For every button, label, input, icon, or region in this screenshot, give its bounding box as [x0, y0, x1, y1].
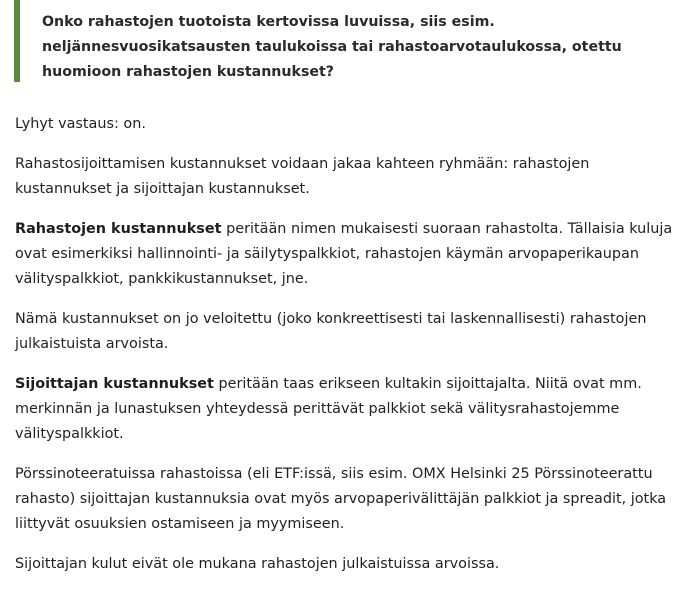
- investor-costs-paragraph: [15, 372, 675, 447]
- fund-costs-term: Rahastojen kustannukset: [15, 221, 222, 237]
- question-blockquote: [14, 0, 664, 82]
- investor-costs-text: peritään taas erikseen kultakin sijoittajalta. Niitä ovat mm. merkinnän ja lunastuksen yhteydessä perittävät palkkiot sekä välitysrahastojemme välityspalkkiot.: [15, 376, 642, 442]
- etf-costs-paragraph: Pörssinoteeratuissa rahastoissa (eli ETF:issä, siis esim. OMX Helsinki 25 Pörssinoteerattu rahasto) sijoittajan kustannuksia ovat myös arvopaperivälittäjän palkkiot ja spreadit, jotka liittyvät osuuksien ostamiseen ja myymiseen.: [15, 466, 667, 532]
- fund-costs-text: peritään nimen mukaisesti suoraan rahastolta. Tällaisia kuluja ovat esimerkiksi hallinnointi- ja säilytyspalkkiot, rahastojen käymän arvopaperikaupan välityspalkkiot, pankkikustannukset, jne.: [15, 221, 673, 287]
- question-text: Onko rahastojen tuotoista kertovissa luvuissa, siis esim. neljännesvuosikatsausten taulukoissa tai rahastoarvotaulukossa, otettu huomioon rahastojen kustannukset?: [42, 14, 622, 80]
- fund-costs-note: Nämä kustannukset on jo veloitettu (joko konkreettisesti tai laskennallisesti) rahastojen julkaistuista arvoista.: [15, 311, 647, 352]
- closing-statement: Sijoittajan kulut eivät ole mukana rahastojen julkaistuissa arvoissa.: [15, 556, 500, 572]
- answer-body: [15, 112, 675, 592]
- investor-costs-term: Sijoittajan kustannukset: [15, 376, 214, 392]
- cost-groups-intro: Rahastosijoittamisen kustannukset voidaan jakaa kahteen ryhmään: rahastojen kustannukset ja sijoittajan kustannukset.: [15, 156, 590, 197]
- fund-costs-paragraph: [15, 217, 675, 292]
- short-answer: Lyhyt vastaus: on.: [15, 116, 146, 132]
